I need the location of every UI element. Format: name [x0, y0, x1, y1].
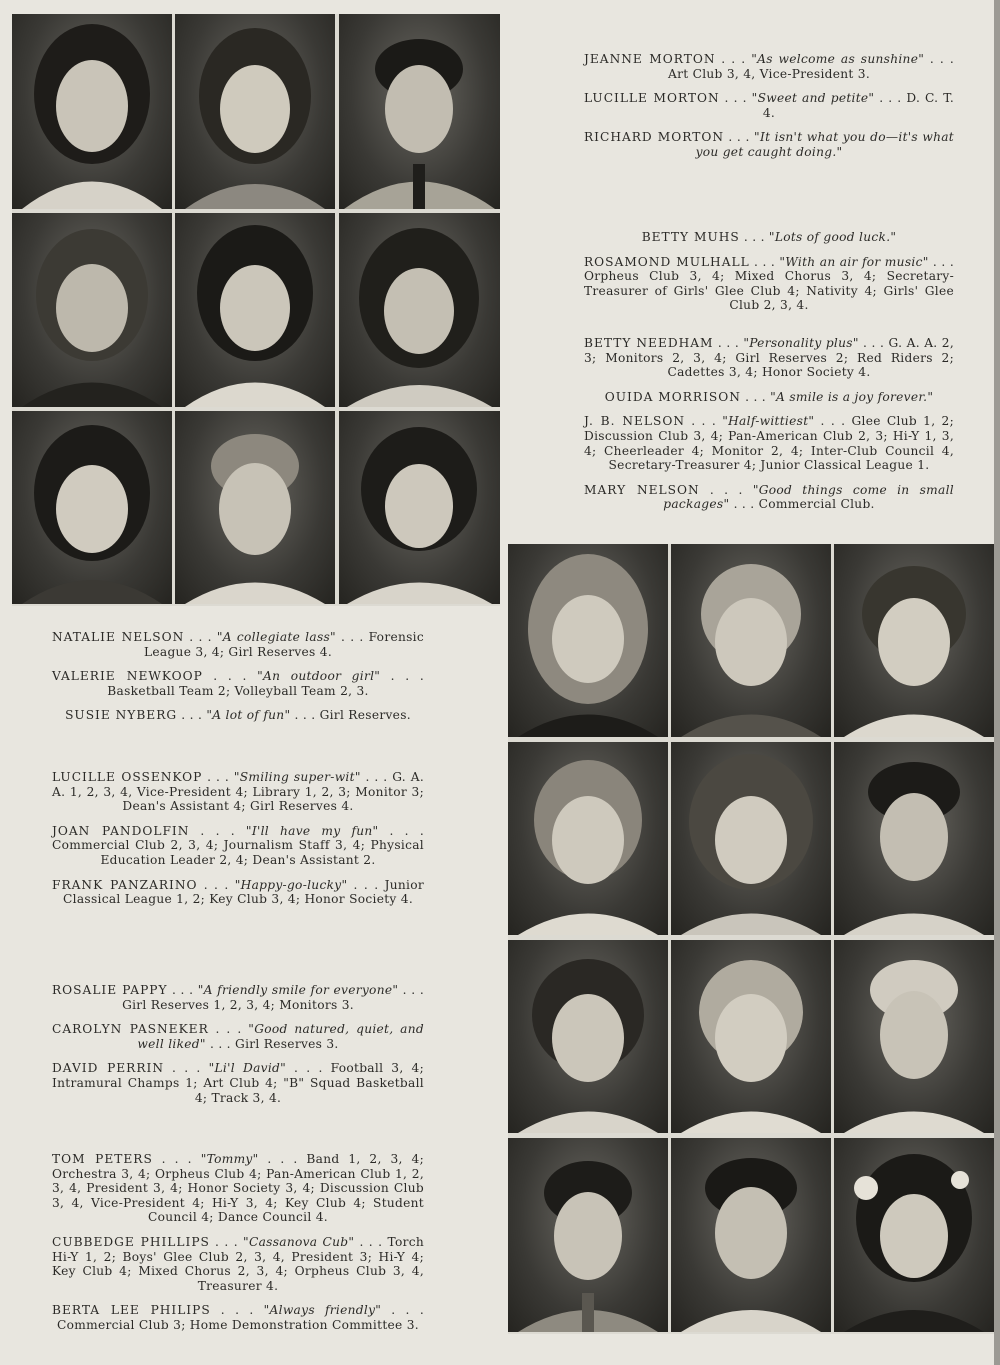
- portrait-photo: [339, 411, 500, 604]
- separator: . . .: [202, 770, 234, 784]
- student-entry: [52, 824, 424, 868]
- student-quote: "It isn't what you do—it's what you get caught doing.": [695, 130, 954, 159]
- separator: . . .: [360, 770, 393, 784]
- separator: . . .: [290, 708, 320, 723]
- student-quote: "Personality plus": [743, 336, 859, 350]
- separator: . . .: [177, 708, 207, 723]
- separator: . . .: [210, 1303, 264, 1318]
- student-entry: [584, 52, 954, 81]
- student-quote: "A smile is a joy forever.": [770, 389, 934, 404]
- student-name: SUSIE NYBERG: [65, 708, 178, 723]
- portrait-photo: [671, 940, 831, 1133]
- portrait-photo: [175, 411, 335, 604]
- student-quote: "Tommy": [200, 1152, 259, 1166]
- entries-left-group-3: [52, 983, 424, 1115]
- student-activities: Art Club 3, 4, Vice-President 3.: [667, 66, 871, 81]
- student-quote: "A lot of fun": [206, 708, 291, 723]
- separator: . . .: [152, 1152, 201, 1166]
- entries-left-group-4: [52, 1152, 424, 1343]
- student-quote: "A friendly smile for everyone": [197, 983, 399, 997]
- student-entry: [52, 878, 424, 907]
- top-left-photo-grid: [12, 14, 500, 606]
- separator: . . .: [202, 669, 258, 684]
- student-quote: "Lots of good luck.": [768, 230, 897, 244]
- separator: . . .: [740, 389, 771, 404]
- portrait-photo: [508, 742, 668, 935]
- separator: . . .: [713, 336, 744, 350]
- student-name: ROSALIE PAPPY: [52, 983, 168, 997]
- student-entry: [584, 390, 954, 405]
- separator: . . .: [685, 414, 723, 429]
- student-quote: "An outdoor girl": [257, 669, 381, 684]
- student-entry: [52, 770, 424, 814]
- student-name: NATALIE NELSON: [52, 630, 185, 644]
- portrait-photo: [175, 213, 335, 407]
- student-entry: [52, 1022, 424, 1051]
- student-quote: "Half-wittiest": [722, 414, 815, 429]
- separator: . . .: [739, 230, 769, 244]
- separator: . . .: [335, 630, 369, 644]
- entries-lower-right: [584, 336, 954, 522]
- portrait-photo: [508, 1138, 668, 1332]
- student-name: TOM PETERS: [52, 1152, 153, 1166]
- student-name: CUBBEDGE PHILLIPS: [52, 1234, 210, 1249]
- student-name: LUCILLE OSSENKOP: [52, 770, 203, 784]
- portrait-photo: [12, 213, 172, 407]
- student-entry: [52, 983, 424, 1012]
- student-activities: Basketball Team 2; Volleyball Team 2, 3.: [107, 683, 369, 698]
- bottom-right-photo-grid: [508, 544, 994, 1334]
- student-activities: Orpheus Club 3, 4; Mixed Chorus 3, 4; Secretary-Treasurer of Girls' Glee Club 4; Nativity 4; Girls' Glee Club 2, 3, 4.: [584, 269, 954, 313]
- student-name: VALERIE NEWKOOP: [52, 669, 203, 684]
- portrait-photo: [834, 1138, 994, 1332]
- separator: . . .: [197, 877, 235, 892]
- separator: . . .: [380, 669, 425, 684]
- student-entry: [584, 336, 954, 380]
- student-activities: Glee Club 1, 2; Discussion Club 3, 4; Pan-American Club 2, 3; Hi-Y 1, 3, 4; Cheerleader 4; Monitor 2, 4; Inter-Club Council 4, Secretary-Treasurer 4; Junior Classical League 1.: [584, 414, 955, 473]
- separator: . . .: [719, 91, 752, 106]
- student-entry: [52, 1152, 424, 1225]
- separator: . . .: [184, 630, 217, 644]
- separator: . . .: [699, 482, 753, 497]
- student-activities: G. A. A. 1, 2, 3, 4, Vice-President 4; Library 1, 2, 3; Monitor 3; Dean's Assistant 4; Girl Reserves 4.: [52, 770, 424, 814]
- student-activities: Commercial Club.: [758, 497, 875, 512]
- student-quote: "Good natured, quiet, and well liked": [137, 1022, 425, 1051]
- student-activities: Junior Classical League 1, 2; Key Club 3, 4; Honor Society 4.: [63, 877, 425, 907]
- student-quote: "Good things come in small packages": [663, 482, 954, 512]
- portrait-photo: [339, 14, 500, 209]
- student-entry: [584, 230, 954, 245]
- separator: . . .: [924, 52, 955, 66]
- student-activities: Commercial Club 2, 3, 4; Journalism Staff 3, 4; Physical Education Leader 2, 4; Dean's Assistant 2.: [52, 838, 424, 867]
- student-name: DAVID PERRIN: [52, 1061, 165, 1076]
- portrait-photo: [671, 1138, 831, 1332]
- student-activities: Band 1, 2, 3, 4; Orchestra 3, 4; Orpheus Club 4; Pan-American Club 1, 2, 3, 4, President 3, 4; Honor Society 3, 4; Discussion Club 3, 4, Vice-President 4; Hi-Y 3, 4; Key Club 4; Student Council 4; Dance Council 4.: [52, 1152, 425, 1225]
- student-activities: Football 3, 4; Intramural Champs 1; Art Club 4; "B" Squad Basketball 4; Track 3, 4.: [52, 1061, 424, 1105]
- student-name: ROSAMOND MULHALL: [584, 254, 750, 269]
- separator: . . .: [208, 1022, 249, 1037]
- page-edge: [994, 0, 1000, 1365]
- student-entry: [584, 255, 954, 313]
- separator: . . .: [205, 1036, 236, 1051]
- student-name: FRANK PANZARINO: [52, 877, 198, 892]
- student-activities: Girl Reserves.: [319, 708, 411, 723]
- separator: . . .: [286, 1061, 331, 1076]
- portrait-photo: [508, 940, 668, 1133]
- student-entry: [584, 483, 954, 512]
- separator: . . .: [381, 1303, 425, 1318]
- separator: . . .: [378, 823, 424, 838]
- portrait-photo: [339, 213, 500, 407]
- separator: . . .: [258, 1152, 307, 1166]
- separator: . . .: [209, 1234, 244, 1249]
- student-quote: "A collegiate lass": [216, 630, 336, 644]
- entries-left-group-2: [52, 770, 424, 917]
- student-entry: [52, 1235, 424, 1293]
- student-activities: Torch Hi-Y 1, 2; Boys' Glee Club 2, 3, 4, President 3; Hi-Y 4; Key Club 4; Mixed Chorus 2, 3, 4; Orpheus Club 3, 4, Treasurer 4.: [52, 1234, 425, 1293]
- student-activities: Commercial Club 3; Home Demonstration Committee 3.: [57, 1317, 419, 1332]
- student-entry: [584, 91, 954, 120]
- student-quote: "Smiling super-wit": [233, 770, 361, 784]
- student-name: BETTY MUHS: [641, 230, 740, 244]
- student-quote: "Always friendly": [263, 1303, 382, 1318]
- entries-top-right: [584, 52, 954, 170]
- student-name: BETTY NEEDHAM: [584, 336, 714, 350]
- student-activities: Forensic League 3, 4; Girl Reserves 4.: [143, 630, 424, 659]
- separator: . . .: [814, 414, 852, 429]
- separator: . . .: [729, 497, 759, 512]
- student-quote: "Cassanova Cub": [243, 1234, 355, 1249]
- separator: . . .: [347, 877, 385, 892]
- student-name: MARY NELSON: [584, 482, 700, 497]
- student-quote: "With an air for music": [779, 254, 929, 269]
- student-activities: Girl Reserves 1, 2, 3, 4; Monitors 3.: [122, 997, 354, 1012]
- entries-middle-right: [584, 230, 954, 323]
- student-quote: "Li'l David": [208, 1061, 287, 1076]
- separator: . . .: [858, 336, 889, 350]
- student-name: JEANNE MORTON: [584, 52, 716, 66]
- student-quote: "I'll have my fun": [245, 823, 379, 838]
- portrait-photo: [12, 14, 172, 209]
- entries-left-group-1: [52, 630, 424, 733]
- student-entry: [52, 669, 424, 698]
- student-entry: [52, 630, 424, 659]
- separator: . . .: [749, 254, 780, 269]
- separator: . . .: [167, 983, 198, 997]
- student-quote: "As welcome as sunshine": [751, 52, 925, 66]
- separator: . . .: [715, 52, 752, 66]
- student-quote: "Sweet and petite": [751, 91, 875, 106]
- student-entry: [52, 1303, 424, 1332]
- separator: . . .: [724, 130, 755, 145]
- separator: . . .: [189, 823, 246, 838]
- student-entry: [584, 130, 954, 159]
- student-name: J. B. NELSON: [584, 414, 686, 429]
- student-quote: "Happy-go-lucky": [234, 877, 348, 892]
- student-name: LUCILLE MORTON: [584, 91, 720, 106]
- portrait-photo: [834, 742, 994, 935]
- student-name: BERTA LEE PHILIPS: [52, 1303, 211, 1318]
- portrait-photo: [175, 14, 335, 209]
- student-activities: D. C. T. 4.: [762, 91, 955, 120]
- portrait-photo: [834, 544, 994, 737]
- student-entry: [52, 708, 424, 723]
- student-name: JOAN PANDOLFIN: [52, 823, 190, 838]
- separator: . . .: [354, 1234, 388, 1249]
- student-name: OUIDA MORRISON: [604, 389, 741, 404]
- student-name: CAROLYN PASNEKER: [52, 1022, 209, 1037]
- separator: . . .: [164, 1061, 209, 1076]
- portrait-photo: [671, 742, 831, 935]
- separator: . . .: [874, 91, 907, 106]
- separator: . . .: [398, 983, 425, 997]
- portrait-photo: [834, 940, 994, 1133]
- separator: . . .: [928, 254, 955, 269]
- student-activities: Girl Reserves 3.: [235, 1036, 339, 1051]
- portrait-photo: [508, 544, 668, 737]
- student-entry: [52, 1061, 424, 1105]
- student-entry: [584, 414, 954, 472]
- student-activities: G. A. A. 2, 3; Monitors 2, 3, 4; Girl Reserves 2; Red Riders 2; Cadettes 3, 4; Honor Society 4.: [584, 336, 955, 380]
- portrait-photo: [671, 544, 831, 737]
- portrait-photo: [12, 411, 172, 604]
- student-name: RICHARD MORTON: [584, 130, 724, 145]
